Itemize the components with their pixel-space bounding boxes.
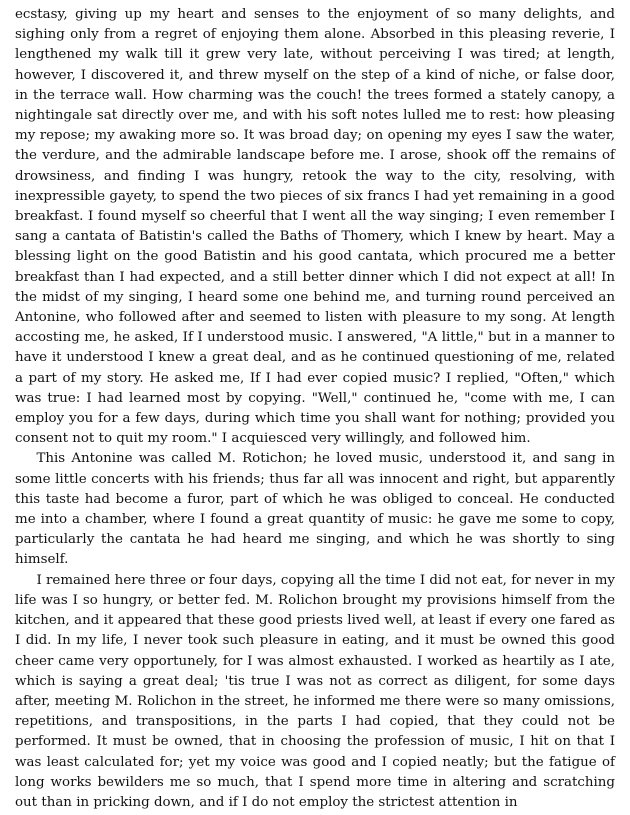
paragraph-3: I remained here three or four days, copying all the time I did not eat, for never in my life was I so hungry, or better fed. M. Rolichon brought my provisions himself from the kitchen, and it appeared that these good priests lived well, at least if every one fared as I did. In my life, I never took such pleasure in eating, and it must be owned this good cheer came very opportunely, for I was almost exhausted. I worked as heartily as I ate, which is saying a great deal; 'tis true I was not as correct as diligent, for some days after, meeting M. Rolichon in the street, he informed me there were so many omissions, repetitions, and transpositions, in the parts I had copied, that they could not be performed. It must be owned, that in choosing the profession of music, I hit on that I was least calculated for; yet my voice was good and I copied neatly; but the fatigue of long works bewilders me so much, that I spend more time in altering and scratching out than in pricking down, and if I do not employ the strictest attention in [15,572,615,810]
document-page [15,5,615,813]
paragraph-1: ecstasy, giving up my heart and senses to the enjoyment of so many delights, and sighing only from a regret of enjoying them alone. Absorbed in this pleasing reverie, I lengthened my walk till it grew very late, without perceiving I was tired; at length, however, I discovered it, and threw myself on the step of a kind of niche, or false door, in the terrace wall. How charming was the couch! the trees formed a stately canopy, a nightingale sat directly over me, and with his soft notes lulled me to rest: how pleasing my repose; my awaking more so. It was broad day; on opening my eyes I saw the water, the verdure, and the admirable landscape before me. I arose, shook off the remains of drowsiness, and finding I was hungry, retook the way to the city, resolving, with inexpressible gayety, to spend the two pieces of six francs I had yet remaining in a good breakfast. I found myself so cheerful that I went all the way singing; I even remember I sang a cantata of Batistin's called the Baths of Thomery, which I knew by heart. May a blessing light on the good Batistin and his good cantata, which procured me a better breakfast than I had expected, and a still better dinner which I did not expect at all! In the midst of my singing, I heard some one behind me, and turning round perceived an Antonine, who followed after and seemed to listen with pleasure to my song. At length accosting me, he asked, If I understood music. I answered, "A little," but in a manner to have it understood I knew a great deal, and as he continued questioning of me, related a part of my story. He asked me, If I had ever copied music? I replied, "Often," which was true: I had learned most by copying. "Well," continued he, "come with me, I can employ you for a few days, during which time you shall want for nothing; provided you consent not to quit my room." I acquiesced very willingly, and followed him. [15,7,615,447]
paragraph-2: This Antonine was called M. Rotichon; he loved music, understood it, and sang in some little concerts with his friends; thus far all was innocent and right, but apparently this taste had become a furor, part of which he was obliged to conceal. He conducted me into a chamber, where I found a great quantity of music: he gave me some to copy, particularly the cantata he had heard me singing, and which he was shortly to sing himself. [15,451,615,568]
